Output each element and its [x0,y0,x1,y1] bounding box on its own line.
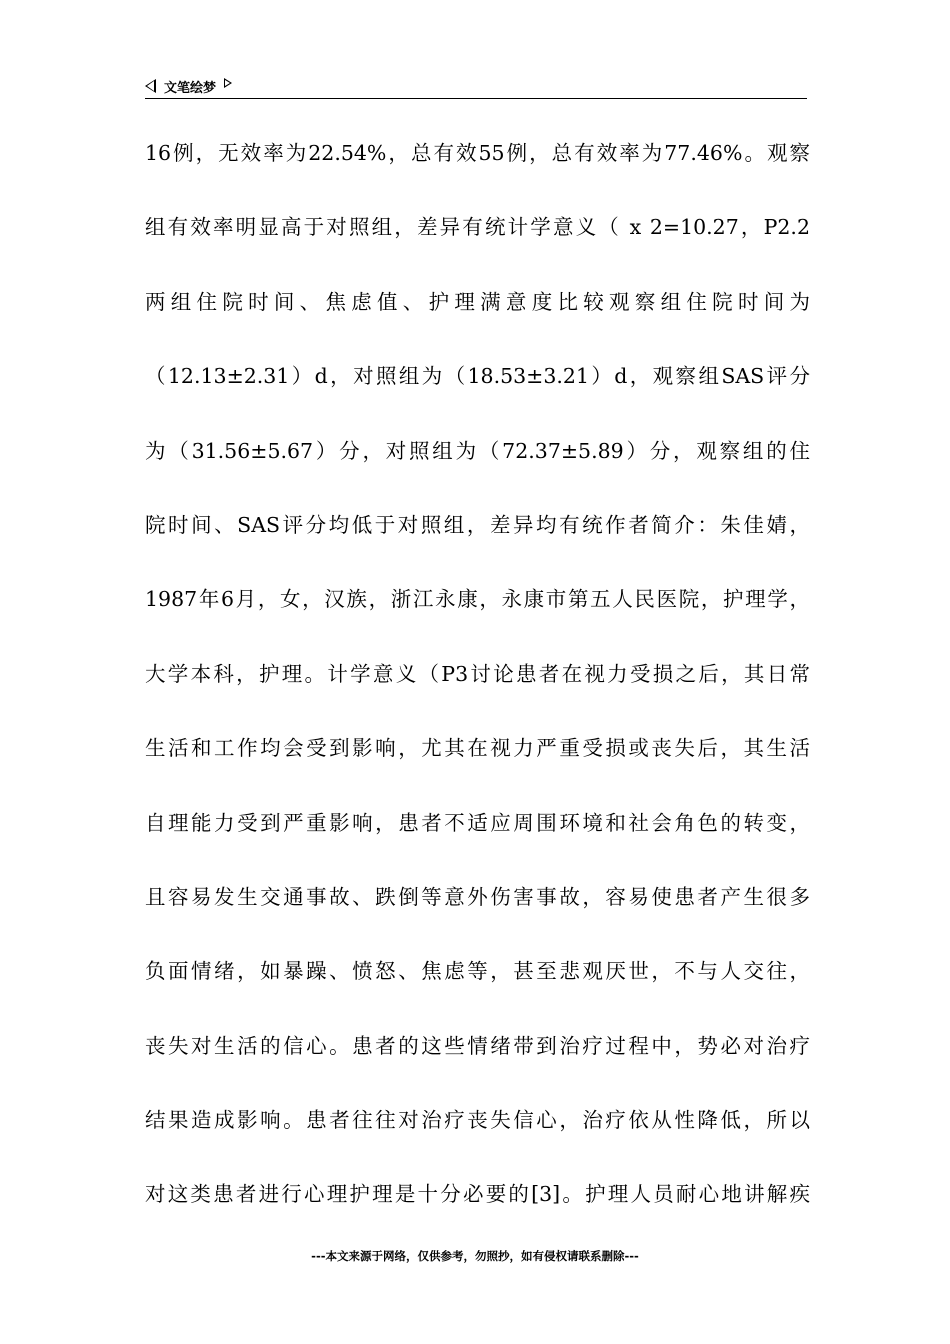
body-line: 结果造成影响。患者往往对治疗丧失信心，治疗依从性降低，所以 [145,1108,810,1133]
body-line: （12.13±2.31）d，对照组为（18.53±3.21）d，观察组SAS评分 [145,364,810,389]
body-line: 生活和工作均会受到影响，尤其在视力严重受损或丧失后，其生活 [145,736,810,761]
body-line: 院时间、SAS评分均低于对照组，差异均有统作者简介：朱佳婧， [145,512,810,537]
body-line: 组有效率明显高于对照组，差异有统计学意义（ x 2=10.27，P2.2 [145,215,810,240]
footer-notice: ---本文来源于网络，仅供参考，勿照抄，如有侵权请联系删除--- [311,1249,639,1263]
body-line: 且容易发生交通事故、跌倒等意外伤害事故，容易使患者产生很多 [145,884,810,909]
triangle-left-icon [145,79,156,93]
body-line: 两组住院时间、焦虑值、护理满意度比较观察组住院时间为 [145,289,810,314]
body-line: 1987年6月，女，汉族，浙江永康，永康市第五人民医院，护理学， [145,587,810,612]
body-line: 自理能力受到严重影响，患者不适应周围环境和社会角色的转变， [145,810,810,835]
body-line: 负面情绪，如暴躁、愤怒、焦虑等，甚至悲观厌世，不与人交往， [145,959,810,984]
body-line: 对这类患者进行心理护理是十分必要的[3]。护理人员耐心地讲解疾 [145,1182,810,1207]
document-body [145,133,810,1249]
body-line: 大学本科，护理。计学意义（P3讨论患者在视力受损之后，其日常 [145,661,810,686]
page-header [145,74,807,99]
triangle-right-icon [224,78,232,88]
body-line: 为（31.56±5.67）分，对照组为（72.37±5.89）分，观察组的住 [145,438,810,463]
header-title: 文笔绘梦 [164,80,217,96]
body-line: 16例，无效率为22.54%，总有效55例，总有效率为77.46%。观察 [145,141,810,165]
body-line: 丧失对生活的信心。患者的这些情绪带到治疗过程中，势必对治疗 [145,1033,810,1058]
